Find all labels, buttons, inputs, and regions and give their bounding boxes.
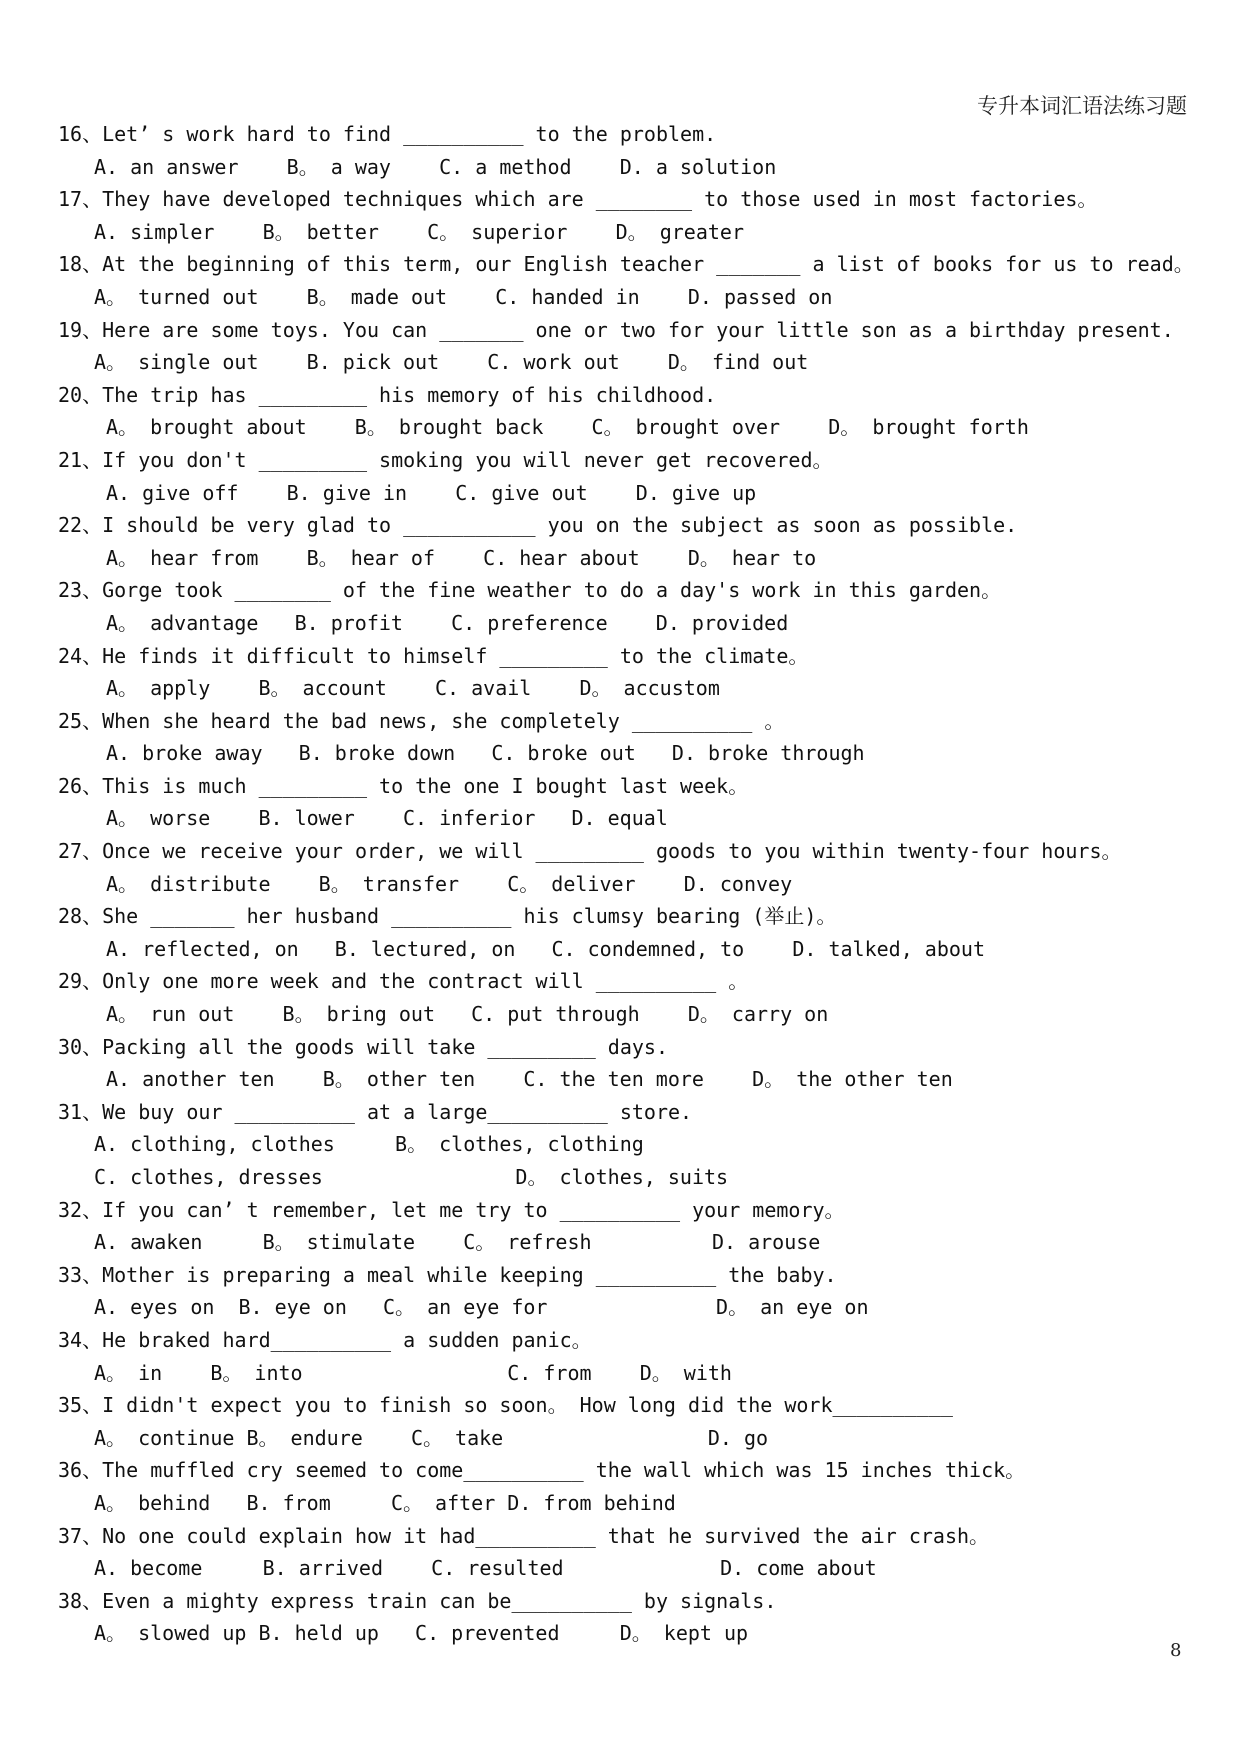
question-item [58, 640, 1198, 705]
question-stem: 17、They have developed techniques which are ________ to those used in most factories。 [58, 187, 1098, 212]
question-item [58, 900, 1198, 965]
question-stem: 18、At the beginning of this term, our English teacher _______ a list of books for us to read。 [58, 252, 1194, 277]
question-item [58, 770, 1198, 835]
question-stem: 37、No one could explain how it had__________ that he survived the air crash。 [58, 1523, 990, 1548]
question-stem: 27、Once we receive your order, we will _________ goods to you within twenty-four hours。 [58, 839, 1122, 864]
answer-options: A. give off B. give in C. give out D. give up [106, 480, 757, 505]
question-stem: 22、I should be very glad to ___________ you on the subject as soon as possible. [58, 513, 1018, 538]
question-item [58, 1585, 1198, 1650]
answer-options: A。 brought about B。 brought back C。 brought over D。 brought forth [106, 415, 1029, 440]
question-item [58, 1096, 1198, 1194]
question-stem: 20、The trip has _________ his memory of his childhood. [58, 382, 717, 407]
question-item [58, 1259, 1198, 1324]
question-item [58, 574, 1198, 639]
answer-options: A。 in B。 into C. from D。 with [94, 1360, 732, 1385]
question-stem: 32、If you can’ t remember, let me try to __________ your memory。 [58, 1197, 845, 1222]
answer-options: A. reflected, on B. lectured, on C. condemned, to D. talked, about [106, 936, 985, 961]
question-item [58, 248, 1198, 313]
question-item [58, 183, 1198, 248]
answer-options: A. eyes on B. eye on C。 an eye for D。 an eye on [94, 1295, 869, 1320]
answer-options: A。 advantage B. profit C. preference D. provided [106, 610, 789, 635]
question-stem: 24、He finds it difficult to himself _________ to the climate。 [58, 643, 809, 668]
question-item [58, 379, 1198, 444]
question-item [58, 509, 1198, 574]
question-stem: 26、This is much _________ to the one I bought last week。 [58, 773, 749, 798]
answer-options: A. become B. arrived C. resulted D. come about [94, 1556, 877, 1581]
question-item [58, 444, 1198, 509]
question-list [58, 118, 1198, 1650]
page-number: 8 [1170, 1640, 1182, 1661]
question-stem: 29、Only one more week and the contract will __________ 。 [58, 969, 749, 994]
answer-options: A。 single out B. pick out C. work out D。 find out [94, 350, 809, 375]
answer-options: A. awaken B。 stimulate C。 refresh D. arouse [94, 1230, 821, 1255]
question-item [58, 314, 1198, 379]
question-stem: 35、I didn't expect you to finish so soon。 How long did the work__________ [58, 1393, 953, 1418]
page-header-title: 专升本词汇语法练习题 [977, 94, 1187, 118]
question-item [58, 705, 1198, 770]
question-stem: 25、When she heard the bad news, she completely __________ 。 [58, 708, 785, 733]
question-stem: 38、Even a mighty express train can be__________ by signals. [58, 1588, 777, 1613]
answer-options: A. simpler B。 better C。 superior D。 greater [94, 219, 745, 244]
question-item [58, 118, 1198, 183]
question-item [58, 1520, 1198, 1585]
answer-options: A。 behind B. from C。 after D. from behind [94, 1490, 676, 1515]
answer-options: A。 distribute B。 transfer C。 deliver D. convey [106, 871, 793, 896]
answer-options: A. another ten B。 other ten C. the ten more D。 the other ten [106, 1067, 953, 1092]
question-stem: 28、She _______ her husband __________ his clumsy bearing (举止)。 [58, 904, 837, 929]
answer-options: A. clothing, clothes B。 clothes, clothing [94, 1132, 644, 1157]
answer-options: A。 continue B。 endure C。 take D. go [94, 1425, 769, 1450]
question-stem: 16、Let’ s work hard to find __________ to the problem. [58, 122, 717, 146]
answer-options: A。 run out B。 bring out C. put through D。 carry on [106, 1002, 829, 1027]
question-item [58, 965, 1198, 1030]
answer-options: C. clothes, dresses D。 clothes, suits [94, 1165, 729, 1189]
question-item [58, 1389, 1198, 1454]
question-item [58, 1454, 1198, 1519]
question-stem: 19、Here are some toys. You can _______ one or two for your little son as a birthday present. [58, 317, 1174, 342]
answer-options: A。 apply B。 account C. avail D。 accustom [106, 676, 720, 701]
question-item [58, 1031, 1198, 1096]
question-stem: 36、The muffled cry seemed to come__________ the wall which was 15 inches thick。 [58, 1458, 1026, 1483]
question-item [58, 1324, 1198, 1389]
question-stem: 30、Packing all the goods will take _________ days. [58, 1034, 669, 1059]
answer-options: A。 turned out B。 made out C. handed in D. passed on [94, 284, 833, 309]
question-stem: 31、We buy our __________ at a large__________ store. [58, 1099, 693, 1124]
question-stem: 23、Gorge took ________ of the fine weather to do a day's work in this garden。 [58, 578, 1002, 603]
answer-options: A。 worse B. lower C. inferior D. equal [106, 806, 668, 831]
answer-options: A。 hear from B。 hear of C. hear about D。 hear to [106, 545, 817, 570]
answer-options: A。 slowed up B. held up C. prevented D。 kept up [94, 1621, 749, 1646]
question-item [58, 835, 1198, 900]
answer-options: A. broke away B. broke down C. broke out D. broke through [106, 741, 865, 766]
question-item [58, 1194, 1198, 1259]
answer-options: A. an answer B。 a way C. a method D. a solution [94, 154, 777, 179]
question-stem: 33、Mother is preparing a meal while keeping __________ the baby. [58, 1262, 837, 1287]
question-stem: 21、If you don't _________ smoking you will never get recovered。 [58, 447, 833, 472]
question-stem: 34、He braked hard__________ a sudden panic。 [58, 1327, 592, 1352]
